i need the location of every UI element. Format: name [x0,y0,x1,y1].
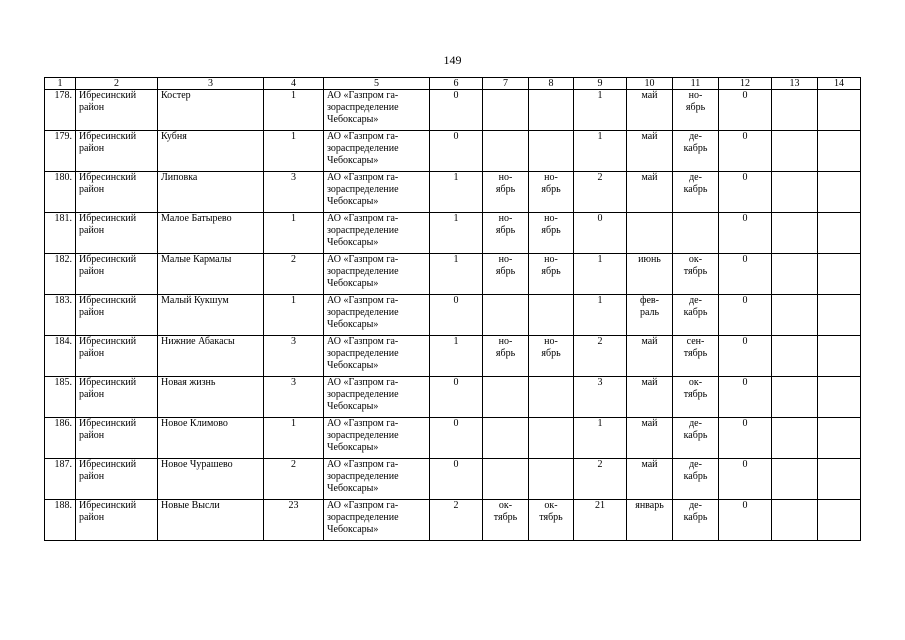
col4-cell: 3 [264,172,324,213]
settlement-cell: Кубня [158,131,264,172]
col8-cell [529,459,574,500]
column-number-10: 10 [627,78,673,90]
row-number-cell: 187. [45,459,76,500]
district-cell: Ибресинский район [76,377,158,418]
col12-cell: 0 [719,500,772,541]
col7-cell [483,459,529,500]
organization-cell: АО «Газпром га- зораспределение Чебоксары» [324,377,430,418]
table-row [45,336,861,377]
col11-month-cell: ок- тябрь [673,377,719,418]
col4-cell: 3 [264,336,324,377]
organization-cell: АО «Газпром га- зораспределение Чебоксары» [324,336,430,377]
col8-cell [529,418,574,459]
column-number-1: 1 [45,78,76,90]
table-row [45,459,861,500]
settlement-cell: Новая жизнь [158,377,264,418]
col8-cell: но- ябрь [529,213,574,254]
column-number-6: 6 [430,78,483,90]
col4-cell: 1 [264,213,324,254]
organization-cell: АО «Газпром га- зораспределение Чебоксары» [324,90,430,131]
col14-cell [818,213,861,254]
col10-month-cell [627,213,673,254]
column-number-14: 14 [818,78,861,90]
column-number-5: 5 [324,78,430,90]
col9-cell: 2 [574,336,627,377]
table-row [45,254,861,295]
col10-month-cell: июнь [627,254,673,295]
col4-cell: 1 [264,131,324,172]
col4-cell: 1 [264,295,324,336]
col4-cell: 1 [264,418,324,459]
column-number-13: 13 [772,78,818,90]
column-number-9: 9 [574,78,627,90]
col12-cell: 0 [719,172,772,213]
col8-cell [529,90,574,131]
table-row [45,90,861,131]
col13-cell [772,90,818,131]
col9-cell: 1 [574,418,627,459]
col10-month-cell: май [627,459,673,500]
district-cell: Ибресинский район [76,90,158,131]
col11-month-cell: но- ябрь [673,90,719,131]
district-cell: Ибресинский район [76,418,158,459]
column-number-8: 8 [529,78,574,90]
table-row [45,500,861,541]
col14-cell [818,172,861,213]
col7-cell: ок- тябрь [483,500,529,541]
col12-cell: 0 [719,336,772,377]
col9-cell: 1 [574,254,627,295]
col11-month-cell [673,213,719,254]
settlement-cell: Малые Кармалы [158,254,264,295]
col9-cell: 1 [574,90,627,131]
col11-month-cell: де- кабрь [673,459,719,500]
col6-cell: 0 [430,418,483,459]
table-row [45,377,861,418]
row-number-cell: 188. [45,500,76,541]
col7-cell: но- ябрь [483,172,529,213]
col9-cell: 21 [574,500,627,541]
organization-cell: АО «Газпром га- зораспределение Чебоксары» [324,131,430,172]
col10-month-cell: фев- раль [627,295,673,336]
organization-cell: АО «Газпром га- зораспределение Чебоксары» [324,500,430,541]
column-number-row [45,78,861,90]
col10-month-cell: май [627,418,673,459]
col4-cell: 3 [264,377,324,418]
col14-cell [818,90,861,131]
settlement-cell: Костер [158,90,264,131]
col7-cell [483,295,529,336]
col6-cell: 0 [430,459,483,500]
col12-cell: 0 [719,377,772,418]
col14-cell [818,295,861,336]
settlement-cell: Малое Батырево [158,213,264,254]
district-cell: Ибресинский район [76,213,158,254]
col12-cell: 0 [719,295,772,336]
row-number-cell: 186. [45,418,76,459]
col6-cell: 1 [430,336,483,377]
column-number-2: 2 [76,78,158,90]
col7-cell: но- ябрь [483,254,529,295]
col11-month-cell: де- кабрь [673,295,719,336]
col12-cell: 0 [719,213,772,254]
col12-cell: 0 [719,418,772,459]
col11-month-cell: де- кабрь [673,131,719,172]
col7-cell: но- ябрь [483,336,529,377]
col12-cell: 0 [719,90,772,131]
settlement-cell: Нижние Абакасы [158,336,264,377]
table-row [45,295,861,336]
col14-cell [818,459,861,500]
col10-month-cell: май [627,377,673,418]
col13-cell [772,295,818,336]
district-cell: Ибресинский район [76,459,158,500]
col9-cell: 2 [574,459,627,500]
col13-cell [772,254,818,295]
col13-cell [772,459,818,500]
col6-cell: 1 [430,172,483,213]
col8-cell [529,131,574,172]
col12-cell: 0 [719,254,772,295]
district-cell: Ибресинский район [76,500,158,541]
row-number-cell: 180. [45,172,76,213]
col7-cell [483,377,529,418]
table-row [45,172,861,213]
col13-cell [772,336,818,377]
col6-cell: 0 [430,377,483,418]
column-number-12: 12 [719,78,772,90]
col8-cell: но- ябрь [529,254,574,295]
col13-cell [772,172,818,213]
column-number-3: 3 [158,78,264,90]
column-number-4: 4 [264,78,324,90]
col8-cell: ок- тябрь [529,500,574,541]
col8-cell [529,377,574,418]
col14-cell [818,254,861,295]
page-number: 149 [443,53,462,67]
col8-cell: но- ябрь [529,336,574,377]
col6-cell: 1 [430,254,483,295]
col6-cell: 0 [430,295,483,336]
col4-cell: 1 [264,90,324,131]
col6-cell: 0 [430,90,483,131]
col7-cell: но- ябрь [483,213,529,254]
col7-cell [483,418,529,459]
organization-cell: АО «Газпром га- зораспределение Чебоксары» [324,172,430,213]
col14-cell [818,131,861,172]
col8-cell [529,295,574,336]
settlement-cell: Малый Кукшум [158,295,264,336]
col14-cell [818,418,861,459]
col14-cell [818,336,861,377]
col10-month-cell: январь [627,500,673,541]
col7-cell [483,90,529,131]
district-cell: Ибресинский район [76,254,158,295]
col4-cell: 23 [264,500,324,541]
col7-cell [483,131,529,172]
col9-cell: 0 [574,213,627,254]
col13-cell [772,500,818,541]
column-number-7: 7 [483,78,529,90]
col13-cell [772,377,818,418]
col11-month-cell: де- кабрь [673,500,719,541]
organization-cell: АО «Газпром га- зораспределение Чебоксары» [324,418,430,459]
col12-cell: 0 [719,459,772,500]
col13-cell [772,213,818,254]
col4-cell: 2 [264,459,324,500]
column-number-11: 11 [673,78,719,90]
col10-month-cell: май [627,336,673,377]
col11-month-cell: сен- тябрь [673,336,719,377]
col6-cell: 2 [430,500,483,541]
col6-cell: 1 [430,213,483,254]
district-cell: Ибресинский район [76,295,158,336]
col9-cell: 1 [574,131,627,172]
settlement-cell: Новые Высли [158,500,264,541]
col10-month-cell: май [627,90,673,131]
col9-cell: 2 [574,172,627,213]
col6-cell: 0 [430,131,483,172]
col9-cell: 3 [574,377,627,418]
row-number-cell: 179. [45,131,76,172]
organization-cell: АО «Газпром га- зораспределение Чебоксары» [324,295,430,336]
settlement-cell: Новое Чурашево [158,459,264,500]
col11-month-cell: де- кабрь [673,418,719,459]
organization-cell: АО «Газпром га- зораспределение Чебоксары» [324,459,430,500]
col13-cell [772,131,818,172]
row-number-cell: 181. [45,213,76,254]
row-number-cell: 185. [45,377,76,418]
district-cell: Ибресинский район [76,172,158,213]
row-number-cell: 183. [45,295,76,336]
col14-cell [818,377,861,418]
organization-cell: АО «Газпром га- зораспределение Чебоксары» [324,254,430,295]
col10-month-cell: май [627,172,673,213]
col12-cell: 0 [719,131,772,172]
settlement-cell: Новое Климово [158,418,264,459]
table-row [45,418,861,459]
table-row [45,213,861,254]
district-cell: Ибресинский район [76,336,158,377]
settlement-cell: Липовка [158,172,264,213]
table-row [45,131,861,172]
col4-cell: 2 [264,254,324,295]
row-number-cell: 178. [45,90,76,131]
col9-cell: 1 [574,295,627,336]
col13-cell [772,418,818,459]
data-table [44,77,861,541]
row-number-cell: 184. [45,336,76,377]
row-number-cell: 182. [45,254,76,295]
district-cell: Ибресинский район [76,131,158,172]
col11-month-cell: де- кабрь [673,172,719,213]
col8-cell: но- ябрь [529,172,574,213]
organization-cell: АО «Газпром га- зораспределение Чебоксары» [324,213,430,254]
col10-month-cell: май [627,131,673,172]
col11-month-cell: ок- тябрь [673,254,719,295]
col14-cell [818,500,861,541]
